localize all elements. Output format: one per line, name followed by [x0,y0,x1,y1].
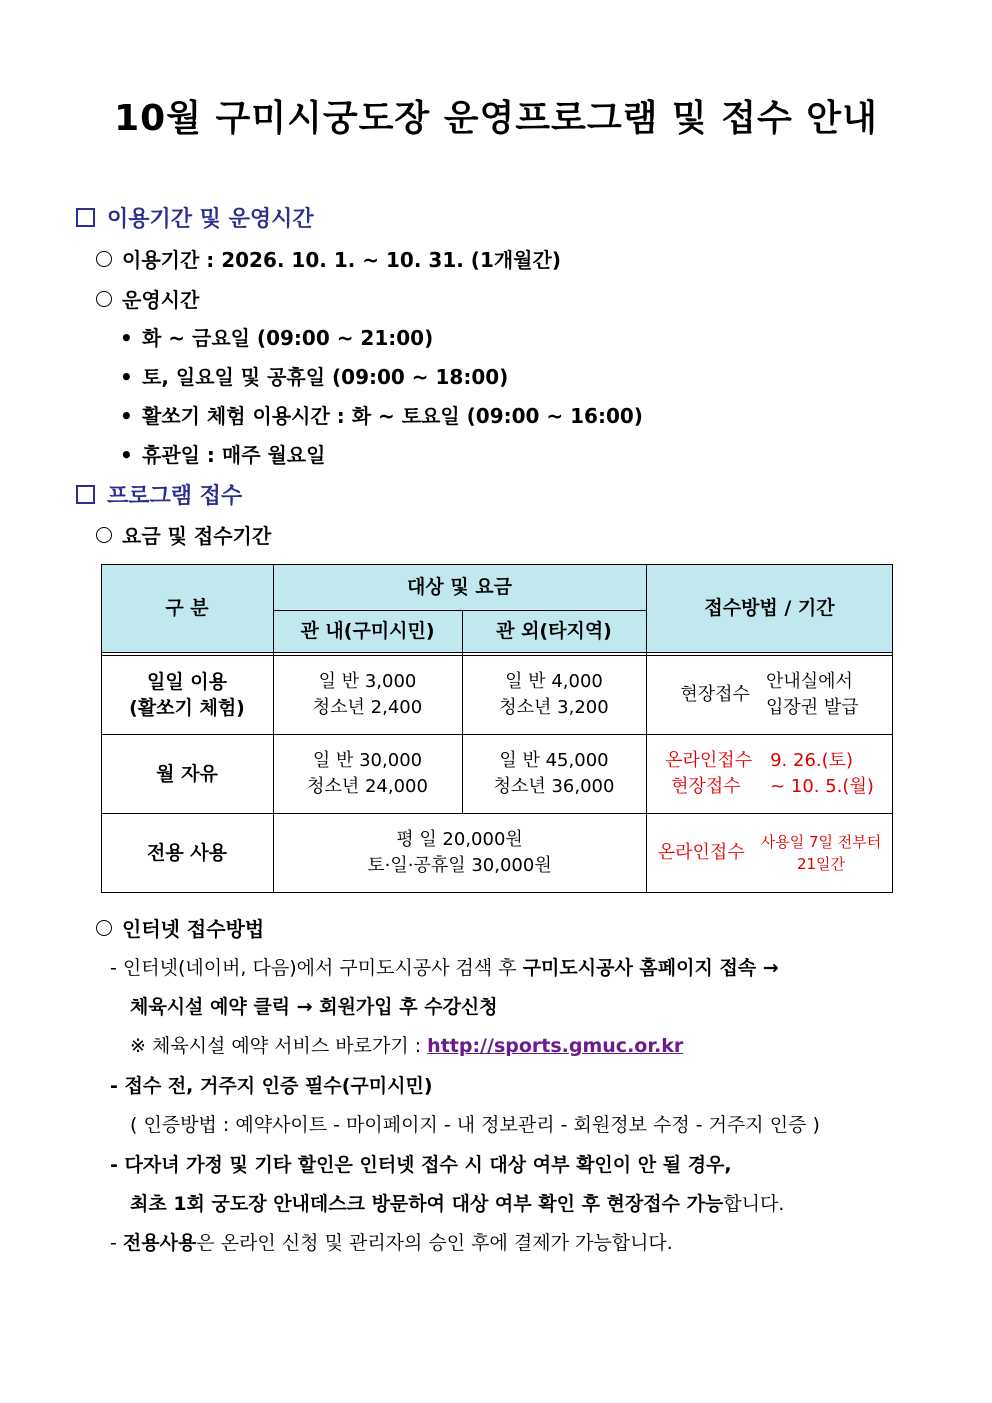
cell-text: 일 반 30,000 [312,749,423,771]
section-period-hours [76,202,314,233]
row-daily-category [101,656,273,734]
hours-item: • 활쏘기 체험 이용시간 : 화 ~ 토요일 (09:00 ~ 16:00) [120,404,643,428]
period-stack [770,748,874,800]
period-stack [766,669,859,721]
fee-heading-text: 요금 및 접수기간 [122,524,272,548]
row-exclusive-category: 전용 사용 [146,842,228,864]
internet-line-2: 체육시설 예약 클릭 → 회원가입 후 수강신청 [130,996,498,1018]
fee-table [101,564,893,893]
line-text: 합니다. [723,1193,785,1215]
page-title: 10월 구미시궁도장 운영프로그램 및 접수 안내 [114,98,878,139]
cell-text: 현장접수 [680,684,750,705]
cell-text: 청소년 2,400 [312,697,423,718]
sports-site-link[interactable]: http://sports.gmuc.or.kr [427,1035,684,1057]
internet-line-7 [130,1189,784,1216]
cell-text: 사용일 7일 전부터 [760,833,882,851]
section-heading: 이용기간 및 운영시간 [107,207,314,232]
internet-line-3 [130,1031,683,1058]
cell-text: 청소년 3,200 [499,697,609,718]
square-bullet-icon [76,485,95,504]
table-border [273,610,646,611]
line-text-bold: 최초 1회 궁도장 안내데스크 방문하여 대상 여부 확인 후 현장접수 가능 [130,1193,724,1215]
row-monthly-method [646,734,893,813]
row-daily-outside [462,656,646,734]
row-monthly-inside [273,734,462,813]
hours-heading-text: 운영시간 [122,288,200,312]
row-exclusive-fee [273,813,646,893]
cell-text: 온라인접수 [657,842,745,863]
line-text: ※ 체육시설 예약 서비스 바로가기 : [130,1035,428,1057]
cell-text: 현장접수 [671,775,741,797]
internet-line-6: - 다자녀 가정 및 기타 할인은 인터넷 접수 시 대상 여부 확인이 안 될 경우, [110,1154,732,1176]
table-border [462,610,463,813]
line-text: - [110,1232,123,1254]
row-monthly-category: 월 자유 [156,762,218,785]
header-target: 대상 및 요금 [273,564,646,610]
internet-heading-text: 인터넷 접수방법 [122,917,265,941]
hours-item: • 토, 일요일 및 공휴일 (09:00 ~ 18:00) [120,365,509,389]
internet-line-1 [110,953,779,980]
cell-text: 청소년 36,000 [493,775,615,797]
table-border [101,564,893,565]
internet-heading [96,913,264,942]
cell-text: 일 반 45,000 [499,749,609,771]
period-stack [761,831,882,875]
period-text: 이용기간 : 2026. 10. 1. ~ 10. 31. (1개월간) [122,248,561,272]
square-bullet-icon [76,208,95,227]
table-border [646,564,647,893]
table-border [892,564,893,893]
table-border [101,564,102,893]
cell-text: (활쏘기 체험) [129,697,245,719]
circle-bullet-icon [96,920,112,936]
circle-bullet-icon [96,527,112,543]
cell-text: 평 일 20,000원 [396,829,523,850]
header-inside: 관 내(구미시민) [273,610,462,652]
row-exclusive-method [646,813,893,893]
cell-text: ~ 10. 5.(월) [770,775,874,797]
internet-line-8 [110,1228,673,1255]
header-outside: 관 외(타지역) [462,610,646,652]
row-daily-method [646,656,893,734]
circle-bullet-icon [96,251,112,267]
cell-text: 입장권 발급 [765,697,859,718]
line-text-bold: 구미도시공사 홈페이지 접속 → [522,957,779,979]
cell-text: 일일 이용 [146,671,228,693]
hours-item-text: 휴관일 : 매주 월요일 [142,443,326,467]
cell-text: 온라인접수 [665,749,753,771]
period-line [96,244,561,273]
hours-heading [96,284,199,313]
hours-item: • 휴관일 : 매주 월요일 [120,443,326,467]
section-program-registration [76,479,242,510]
hours-item-text: 활쏘기 체험 이용시간 : 화 ~ 토요일 (09:00 ~ 16:00) [142,404,643,428]
cell-text: 9. 26.(토) [770,749,854,771]
line-text: - 인터넷(네이버, 다음)에서 구미도시공사 검색 후 [110,957,523,979]
internet-line-5: ( 인증방법 : 예약사이트 - 마이페이지 - 내 정보관리 - 회원정보 수정 - 거주지 인증 ) [130,1114,820,1136]
hours-item-text: 토, 일요일 및 공휴일 (09:00 ~ 18:00) [142,365,509,389]
table-border [101,734,893,735]
internet-line-4: - 접수 전, 거주지 인증 필수(구미시민) [110,1075,433,1097]
hours-item: • 화 ~ 금요일 (09:00 ~ 21:00) [120,326,434,350]
hours-item-text: 화 ~ 금요일 (09:00 ~ 21:00) [142,326,434,350]
cell-text: 일 반 4,000 [505,671,603,692]
cell-text: 청소년 24,000 [307,775,428,797]
header-category: 구 분 [101,564,273,652]
table-border [101,892,893,893]
fee-heading [96,520,271,549]
cell-text: 토·일·공휴일 30,000원 [367,855,552,876]
header-method: 접수방법 / 기간 [646,564,893,652]
method-stack [665,748,752,800]
cell-text: 21일간 [796,855,846,873]
line-text: 은 온라인 신청 및 관리자의 승인 후에 결제가 가능합니다. [196,1232,673,1254]
table-border [101,655,893,656]
cell-text: 일 반 3,000 [318,671,417,692]
circle-bullet-icon [96,291,112,307]
table-border [101,652,893,653]
cell-text: 안내실에서 [765,671,853,692]
table-border [273,564,274,893]
section-heading: 프로그램 접수 [107,484,243,509]
row-daily-inside [273,656,462,734]
line-text-bold: 전용사용 [122,1232,197,1254]
row-monthly-outside [462,734,646,813]
table-border [101,813,893,814]
